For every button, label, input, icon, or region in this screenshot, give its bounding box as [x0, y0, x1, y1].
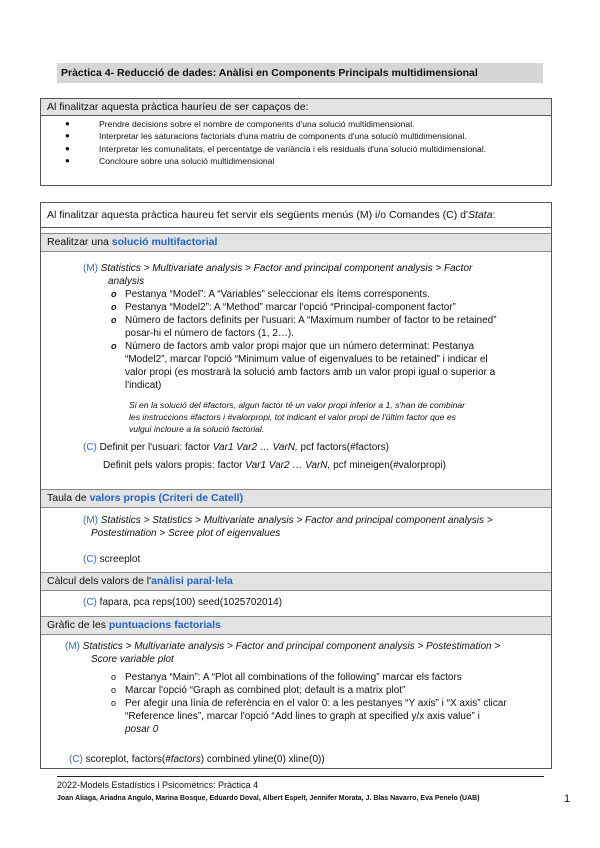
page-title: Pràctica 4- Reducció de dades: Anàlisi en Components Principals multidimensional — [57, 63, 543, 83]
bullet-icon: o — [111, 341, 117, 351]
menu-path-1: (M) Statistics > Multivariate analysis > Factor and principal component analysis > Factor analysis — [83, 263, 473, 287]
command-user-defined: (C) Definit per l'usuari: factor Var1 Var2 … VarN, pcf factors(#factors) — [83, 442, 389, 453]
bullet-icon: ● — [65, 156, 70, 166]
command-scoreplot: (C) scoreplot, factors(#factors) combined yline(0) xline(0)) — [69, 754, 325, 765]
bullet-icon: o — [111, 698, 117, 708]
list-item: o Pestanya “Model”: A “Variables” seleccionar els ítems corresponents. — [111, 289, 430, 300]
footer-divider — [57, 776, 544, 777]
list-item: ● Concloure sobre una solució multidimensional — [65, 156, 275, 167]
menus-commands-box — [40, 202, 552, 769]
bullet-icon: ● — [65, 143, 70, 153]
footer-authors: Joan Aliaga, Ariadna Angulo, Marina Bosque, Eduardo Doval, Albert Espelt, Jennifer Morata, J. Blas Navarro, Eva Penelo (UAB) — [57, 795, 480, 802]
bullet-icon: ● — [65, 119, 70, 128]
section-heading-scores: Gràfic de les puntuacions factorials — [41, 616, 551, 635]
section-heading-multifactorial: Realitzar una solució multifactorial — [41, 233, 551, 252]
objectives-list — [41, 118, 551, 168]
list-item: o Pestanya “Model2”: A “Method” marcar l'opció “Principal-component factor” — [111, 302, 456, 313]
footer-course: 2022-Models Estadístics i Psicomètrics: Pràctica 4 — [57, 780, 259, 790]
bullet-icon: o — [111, 685, 117, 695]
objectives-heading: Al finalitzar aquesta pràctica hauríeu de ser capaços de: — [41, 99, 551, 116]
sec1-bullets — [111, 288, 551, 392]
objectives-box — [40, 98, 552, 186]
list-item: o Marcar l'opció “Graph as combined plot; default is a matrix plot” — [111, 685, 406, 696]
list-item: o Número de factors amb valor propi major que un número determinat: Pestanya “Model2”, marcar l'opció “Minimum value of eigenvalues to be retained” i indicar el valor propi (es mostrarà la solució amb factors amb un valor propi igual o superior a l'indicat) — [111, 341, 496, 391]
command-screeplot: (C) screeplot — [83, 554, 141, 565]
bullet-icon: o — [111, 289, 117, 299]
command-eigen: Definit pels valors propis: factor Var1 Var2 … VarN, pcf mineigen(#valorpropi) — [103, 460, 446, 471]
note-text: Si en la solució del #factors, algun factor té un valor propi inferior a 1, s'han de combinar les instruccions #factors i #valorpropi, tot indicant el valor propi de l'últim factor que es vulgui incloure a la solució factorial. — [129, 400, 466, 434]
sec4-bullets — [111, 671, 551, 736]
bullet-icon: o — [111, 315, 117, 325]
list-item: ● Prendre decisions sobre el nombre de components d'una solució multidimensional. — [65, 119, 415, 129]
command-fapara: (C) fapara, pca reps(100) seed(1025702014) — [83, 597, 283, 608]
section-heading-parallel: Càlcul dels valors de l'anàlisi paral·lela — [41, 572, 551, 591]
section-heading-eigenvalues: Taula de valors propis (Criteri de Catell) — [41, 489, 551, 508]
bullet-icon: o — [111, 302, 117, 312]
list-item: o Número de factors definits per l'usuari: A “Maximum number of factor to be retained” posar-hi el número de factors (1, 2…). — [111, 315, 497, 339]
list-item: o Pestanya “Main”: A “Plot all combinations of the following” marcar els factors — [111, 672, 462, 683]
list-item: ● Interpretar les saturacions factorials d'una matriu de components d'una solució multidimensional. — [65, 131, 467, 142]
bullet-icon: ● — [65, 131, 70, 141]
list-item: o Per afegir una línia de referència en el valor 0: a les pestanyes “Y axis” i “X axis” clicar “Reference lines”, marcar l'opció “Add lines to graph at specified y/x axis value” i posar 0 — [111, 698, 507, 735]
menu-path-2: (M) Statistics > Statistics > Multivariate analysis > Factor and principal component analysis > Postestimation > Scree plot of eigenvalues — [83, 515, 493, 539]
list-item: ● Interpretar les comunalitats, el percentatge de variància i els residuals d'una solució multidimensional. — [65, 143, 487, 154]
bullet-icon: o — [111, 672, 117, 682]
menu-path-4: (M) Statistics > Multivariate analysis > Factor and principal component analysis > Postestimation > Score variable plot — [65, 641, 501, 665]
page-number: 1 — [564, 793, 571, 805]
menus-heading: Al finalitzar aquesta pràctica haureu fet servir els següents menús (M) i/o Comandes (C) d'Stata: — [41, 203, 551, 228]
